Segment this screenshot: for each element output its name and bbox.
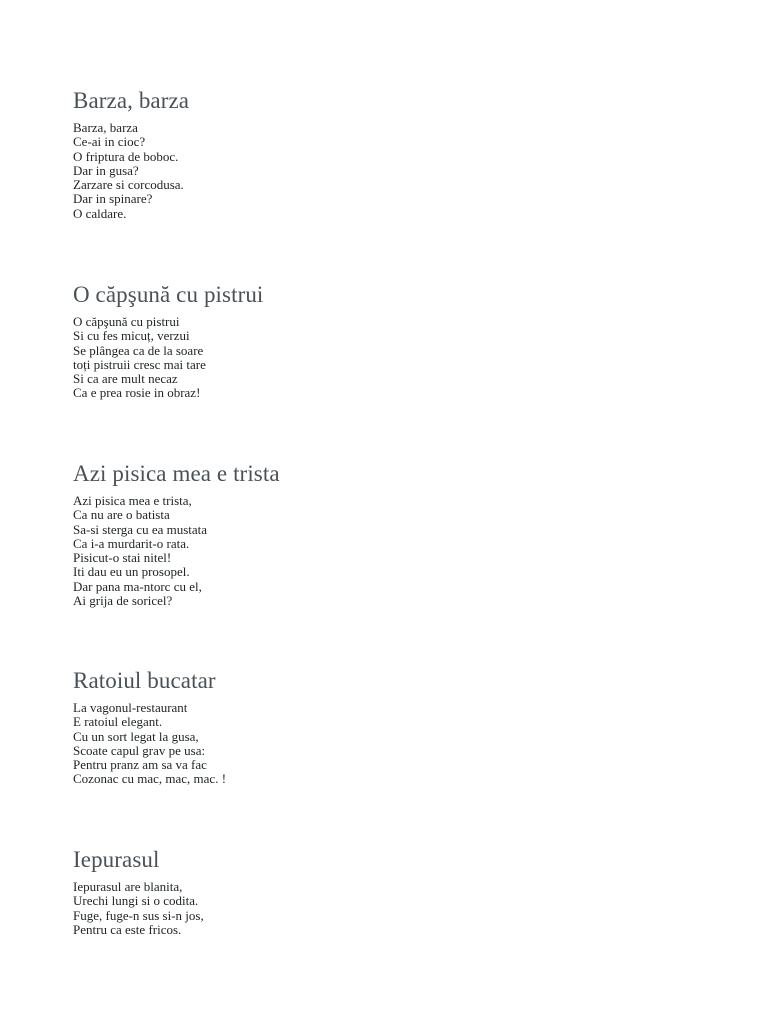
poem-line: Dar in gusa? [73, 162, 139, 178]
poem-section [73, 667, 673, 787]
poem-line: toți pistruii cresc mai tare [73, 356, 206, 372]
poem-line: Pentru pranz am sa va fac [73, 757, 207, 773]
poem-line: Iti dau eu un prosopel. [73, 564, 190, 580]
poem-line: Ai grija de soricel? [73, 593, 173, 609]
poem-line: Zarzare si corcodusa. [73, 177, 184, 193]
poem-line: Ce-ai in cioc? [73, 134, 146, 150]
poem-line: Urechi lungi si o codita. [73, 893, 199, 909]
poem-line: O caldare. [73, 205, 127, 221]
poem-line: Sa-si sterga cu ea mustata [73, 521, 208, 537]
poem-body [73, 315, 673, 401]
poem-line: O căpşună cu pistrui [73, 314, 180, 329]
poem-section [73, 460, 673, 608]
poem-title: Ratoiul bucatar [73, 668, 216, 693]
poem-line: La vagonul-restaurant [73, 700, 188, 715]
poem-body [73, 494, 673, 608]
poem-line: Cu un sort legat la gusa, [73, 728, 199, 744]
poem-line: Ca nu are o batista [73, 507, 170, 523]
poem-line: Scoate capul grav pe usa: [73, 742, 206, 758]
poem-title: O căpşună cu pistrui [73, 282, 264, 307]
poem-line: Si ca are mult necaz [73, 371, 178, 387]
poem-line: Iepurasul are blanita, [73, 879, 183, 894]
poem-line: Cozonac cu mac, mac, mac. ! [73, 771, 227, 787]
poem-line: Fuge, fuge-n sus si-n jos, [73, 907, 204, 923]
poem-line: Ca e prea rosie in obraz! [73, 385, 201, 401]
poem-line: Pentru ca este fricos. [73, 921, 182, 937]
poem-title: Azi pisica mea e trista [73, 461, 280, 486]
poem-line: Si cu fes micuț, verzui [73, 328, 190, 344]
poem-line: E ratoiul elegant. [73, 714, 163, 730]
poem-line: Pisicut-o stai nitel! [73, 550, 172, 566]
poem-title: Iepurasul [73, 847, 160, 872]
poem-section [73, 281, 673, 401]
poem-title: Barza, barza [73, 88, 190, 113]
poem-line: Barza, barza [73, 120, 138, 135]
poem-section [73, 846, 673, 937]
poem-line: Dar pana ma-ntorc cu el, [73, 578, 202, 594]
poem-line: Azi pisica mea e trista, [73, 493, 192, 508]
poem-line: Dar in spinare? [73, 191, 153, 207]
poem-line: Se plângea ca de la soare [73, 342, 204, 358]
poem-body [73, 701, 673, 787]
poem-body [73, 121, 673, 221]
poem-body [73, 880, 673, 937]
poem-line: O friptura de boboc. [73, 148, 179, 164]
poem-section [73, 87, 673, 221]
poem-line: Ca i-a murdarit-o rata. [73, 535, 190, 551]
